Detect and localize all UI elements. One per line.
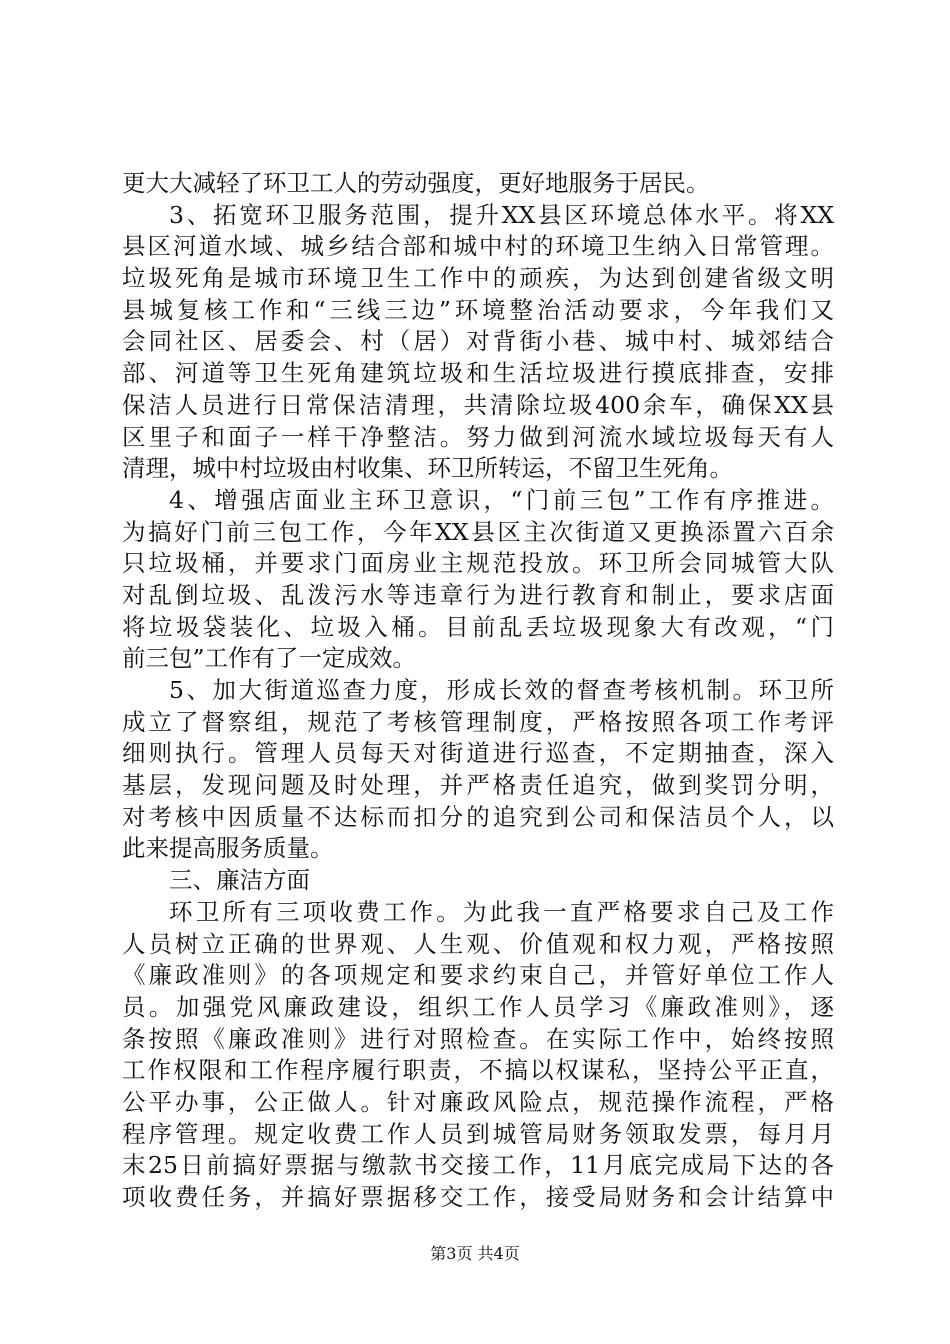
text-line: 前三包”工作有了一定成效。 — [122, 644, 417, 673]
text-line: 垃圾死角是城市环境卫生工作中的顽疾，为达到创建省级文明 — [122, 264, 834, 293]
text-line: 环卫所有三项收费工作。为此我一直严格要求自己及工作 — [169, 897, 834, 926]
text-line: 成立了督察组，规范了考核管理制度，严格按照各项工作考评 — [122, 707, 834, 736]
text-line: 项收费任务，并搞好票据移交工作，接受局财务和会计结算中 — [122, 1183, 834, 1211]
document-body — [122, 168, 834, 1214]
text-line: 程序管理。规定收费工作人员到城管局财务领取发票，每月月 — [122, 1119, 834, 1148]
text-line: 只垃圾桶，并要求门面房业主规范投放。环卫所会同城管大队 — [122, 549, 834, 578]
text-line: 工作权限和工作程序履行职责，不搞以权谋私，坚持公平正直， — [122, 1056, 834, 1085]
page-footer: 第3页 共4页 — [430, 1244, 520, 1263]
text-line: 县区河道水域、城乡结合部和城中村的环境卫生纳入日常管理。 — [122, 232, 834, 261]
text-line: 此来提高服务质量。 — [122, 834, 334, 863]
text-line: 对考核中因质量不达标而扣分的追究到公司和保洁员个人，以 — [122, 802, 834, 831]
text-line: 4、增强店面业主环卫意识，“门前三包”工作有序推进。 — [169, 485, 834, 514]
text-line: 对乱倒垃圾、乱泼污水等违章行为进行教育和制止，要求店面 — [122, 580, 834, 609]
text-line: 部、河道等卫生死角建筑垃圾和生活垃圾进行摸底排查，安排 — [122, 359, 834, 388]
text-line: 三、廉洁方面 — [169, 866, 310, 895]
text-line: 《廉政准则》的各项规定和要求约束自己，并管好单位工作人 — [122, 961, 834, 990]
text-line: 细则执行。管理人员每天对街道进行巡查，不定期抽查，深入 — [122, 739, 834, 768]
text-line: 清理，城中村垃圾由村收集、环卫所转运，不留卫生死角。 — [122, 454, 733, 483]
text-line: 县城复核工作和“三线三边”环境整治活动要求，今年我们又 — [122, 295, 834, 324]
text-line: 基层，发现问题及时处理，并严格责任追究，做到奖罚分明， — [122, 771, 834, 800]
text-line: 条按照《廉政准则》进行对照检查。在实际工作中，始终按照 — [122, 1024, 834, 1053]
text-line: 区里子和面子一样干净整洁。努力做到河流水域垃圾每天有人 — [122, 422, 834, 451]
text-line: 末25日前搞好票据与缴款书交接工作，11月底完成局下达的各 — [122, 1151, 834, 1180]
text-line: 将垃圾袋装化、垃圾入桶。目前乱丢垃圾现象大有改观，“门 — [122, 612, 834, 641]
text-line: 保洁人员进行日常保洁清理，共清除垃圾400余车，确保XX县 — [122, 390, 834, 419]
text-line: 人员树立正确的世界观、人生观、价值观和权力观，严格按照 — [122, 929, 834, 958]
text-line: 员。加强党风廉政建设，组织工作人员学习《廉政准则》，逐 — [122, 992, 834, 1021]
text-line: 会同社区、居委会、村（居）对背街小巷、城中村、城郊结合 — [122, 327, 834, 356]
text-line: 更大大减轻了环卫工人的劳动强度，更好地服务于居民。 — [122, 169, 710, 197]
text-line: 公平办事，公正做人。针对廉政风险点，规范操作流程，严格 — [122, 1087, 834, 1116]
text-line: 为搞好门前三包工作，今年XX县区主次街道又更换添置六百余 — [122, 517, 834, 546]
text-line: 5、加大街道巡查力度，形成长效的督查考核机制。环卫所 — [169, 676, 834, 704]
text-line: 3、拓宽环卫服务范围，提升XX县区环境总体水平。将XX — [169, 200, 834, 229]
